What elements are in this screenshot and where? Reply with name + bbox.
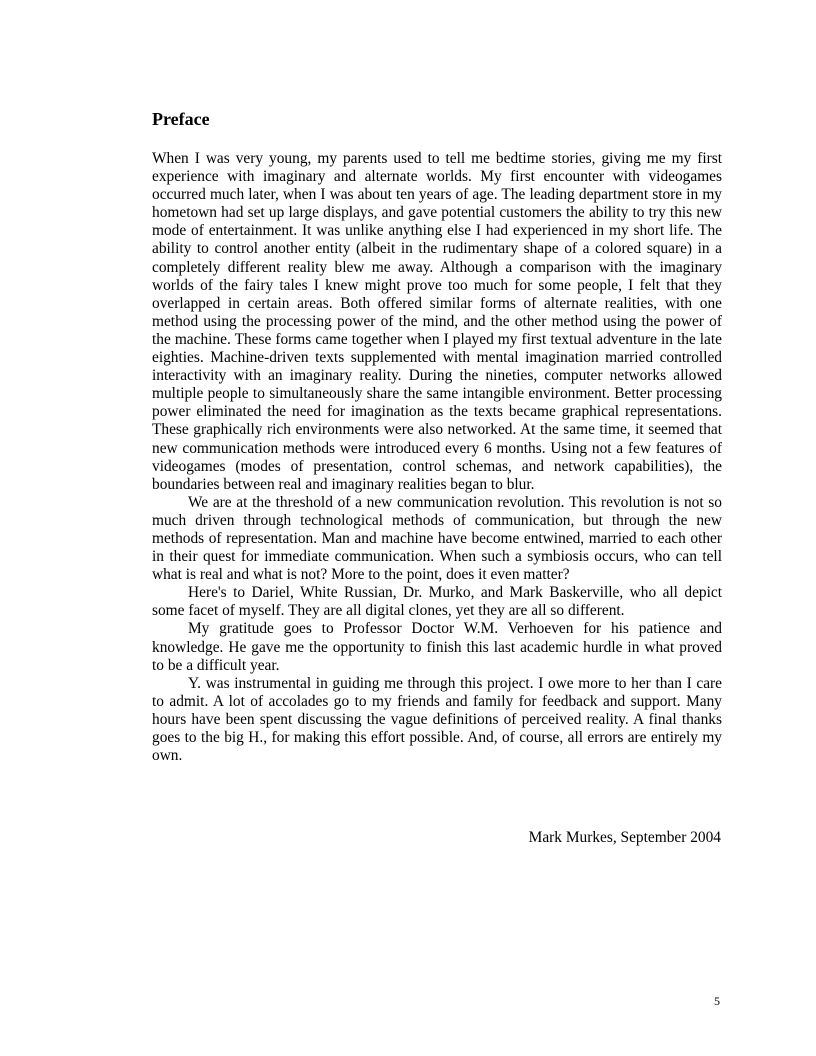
paragraph-5: Y. was instrumental in guiding me through this project. I owe more to her than I care to admit. A lot of accolades go to my friends and family for feedback and support. Many hours have been spent discussing the vague definitions of perceived reality. A final thanks goes to the big H., for making this effort possible. And, of course, all errors are entirely my own.: [152, 674, 722, 765]
paragraph-1: When I was very young, my parents used to tell me bedtime stories, giving me my first experience with imaginary and alternate worlds. My first encounter with videogames occurred much later, when I was about ten years of age. The leading department store in my hometown had set up large displays, and gave potential customers the ability to try this new mode of entertainment. It was unlike anything else I had experienced in my short life. The ability to control another entity (albeit in the rudimentary shape of a colored square) in a completely different reality blew me away. Although a comparison with the imaginary worlds of the fairy tales I knew might prove too much for some people, I felt that they overlapped in certain areas. Both offered similar forms of alternate realities, with one method using the processing power of the mind, and the other method using the power of the machine. These forms came together when I played my first textual adventure in the late eighties. Machine-driven texts supplemented with mental imagination married controlled interactivity with an imaginary reality. During the nineties, computer networks allowed multiple people to simultaneously share the same intangible environment. Better processing power eliminated the need for imagination as the texts became graphical representations. These graphically rich environments were also networked. At the same time, it seemed that new communication methods were introduced every 6 months. Using not a few features of videogames (modes of presentation, control schemas, and network capabilities), the boundaries between real and imaginary realities began to blur.: [152, 150, 722, 493]
paragraph-3: Here's to Dariel, White Russian, Dr. Murko, and Mark Baskerville, who all depict some facet of myself. They are all digital clones, yet they are all so different.: [152, 584, 722, 620]
page-number: 5: [714, 994, 720, 1008]
paragraph-4: My gratitude goes to Professor Doctor W.M. Verhoeven for his patience and knowledge. He gave me the opportunity to finish this last academic hurdle in what proved to be a difficult year.: [152, 620, 722, 674]
author-signature: Mark Murkes, September 2004: [528, 829, 721, 846]
paragraph-2: We are at the threshold of a new communication revolution. This revolution is not so much driven through technological methods of communication, but through the new methods of representation. Man and machine have become entwined, married to each other in their quest for immediate communication. When such a symbiosis occurs, who can tell what is real and what is not? More to the point, does it even matter?: [152, 493, 722, 584]
preface-body: [152, 150, 722, 765]
page-title: Preface: [152, 109, 210, 129]
